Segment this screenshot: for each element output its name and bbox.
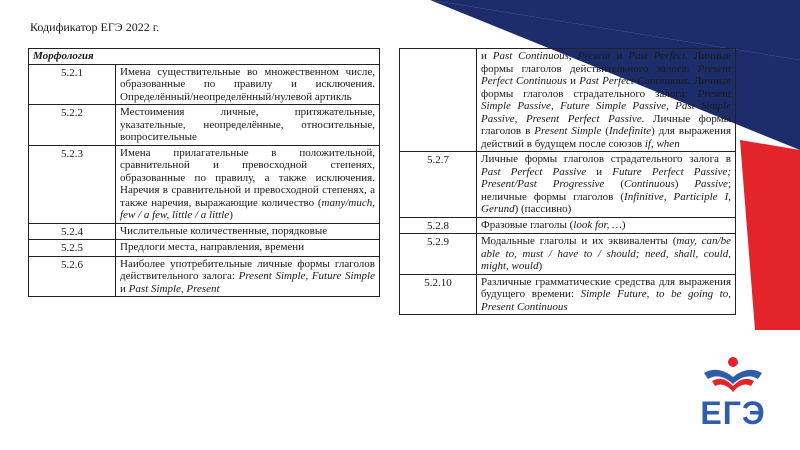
row-code: 5.2.5: [29, 240, 116, 257]
row-code: 5.2.8: [400, 217, 477, 234]
row-description-continued: и Past Continuous, Present и Past Perfect. Личные формы глаголов действительного залога: Present Perfect Continuous и Past Perfect Continuous. Личные формы глаголов страдательного залога: Present Simple Passive, Future Simple Passive, Past Simple Passive, Present Perfect Passive. Личные формы глаголов в Present Simple (Indefinite) для выражения действий в будущем после союзов if, when: [477, 49, 736, 152]
red-stripe-shape: [740, 140, 800, 330]
row-description: Имена прилагательные в положительной, сравнительной и превосходной степенях, образованные по правилу, а также исключения. Наречия в сравнительной и превосходной степенях, а также наречия, выражающие количество (many/much, few / a few, little / a little): [116, 145, 380, 223]
table-row: [400, 234, 736, 275]
right-codifier-table: [399, 48, 736, 315]
table-row: [29, 145, 380, 223]
table-row: [400, 49, 736, 152]
row-code: 5.2.1: [29, 64, 116, 105]
row-code-empty: [400, 49, 477, 152]
row-description: Фразовые глаголы (look for, …): [477, 217, 736, 234]
table-row: [29, 64, 380, 105]
ege-logo: [688, 355, 778, 440]
page-title: Кодификатор ЕГЭ 2022 г.: [30, 20, 160, 34]
table-row: [29, 105, 380, 146]
row-description: Различные грамматические средства для выражения будущего времени: Simple Future, to be going to, Present Continuous: [477, 274, 736, 315]
row-code: 5.2.2: [29, 105, 116, 146]
table-row: [29, 256, 380, 297]
row-description: Местоимения личные, притяжательные, указательные, неопределённые, относительные, вопросительные: [116, 105, 380, 146]
left-codifier-table: [28, 48, 380, 297]
ege-logo-figure-icon: [688, 355, 778, 397]
section-row: [29, 49, 380, 65]
row-description: Числительные количественные, порядковые: [116, 223, 380, 240]
ege-logo-text: ЕГЭ: [700, 395, 766, 431]
row-code: 5.2.4: [29, 223, 116, 240]
row-description: Предлоги места, направления, времени: [116, 240, 380, 257]
table-row: [29, 240, 380, 257]
row-code: 5.2.10: [400, 274, 477, 315]
table-row: [400, 217, 736, 234]
row-description: Имена существительные во множественном числе, образованные по правилу и исключения. Определённый/неопределённый/нулевой артикль: [116, 64, 380, 105]
row-code: 5.2.3: [29, 145, 116, 223]
row-description: Наиболее употребительные личные формы глаголов действительного залога: Present Simple, Future Simple и Past Simple, Present: [116, 256, 380, 297]
table-row: [29, 223, 380, 240]
table-row: [400, 274, 736, 315]
row-description: Модальные глаголы и их эквиваленты (may, can/be able to, must / have to / should; need, shall, could, might, would): [477, 234, 736, 275]
table-row: [400, 152, 736, 218]
row-code: 5.2.7: [400, 152, 477, 218]
row-code: 5.2.6: [29, 256, 116, 297]
row-code: 5.2.9: [400, 234, 477, 275]
row-description: Личные формы глаголов страдательного залога в Past Perfect Passive и Future Perfect Passive; Present/Past Progressive (Continuous) Passive; неличные формы глаголов (Infinitive, Participle I, Gerund) (пассивно): [477, 152, 736, 218]
section-heading: Морфология: [29, 49, 380, 65]
